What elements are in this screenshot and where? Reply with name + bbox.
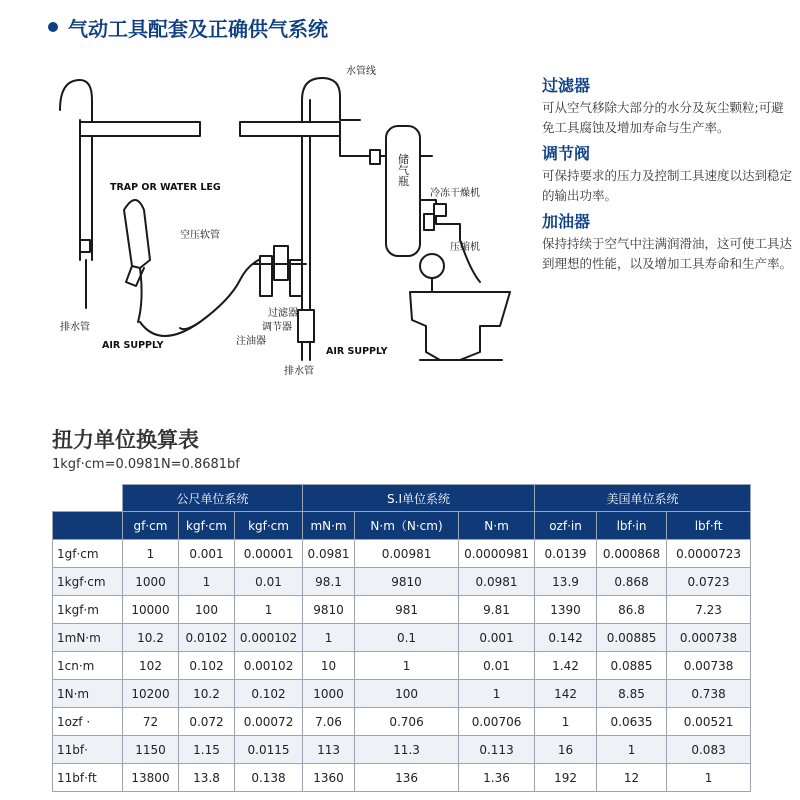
table-cell: 10.2 xyxy=(179,680,235,708)
column-header: kgf·cm xyxy=(235,512,303,540)
compressor-body xyxy=(410,292,510,360)
left-trap-pipe xyxy=(60,80,92,260)
table-cell: 0.00738 xyxy=(667,652,751,680)
table-cell: 0.0723 xyxy=(667,568,751,596)
column-header: N·m（N·cm) xyxy=(355,512,459,540)
table-cell: 0.102 xyxy=(235,680,303,708)
table-cell: 1.42 xyxy=(535,652,597,680)
label-trap: TRAP OR WATER LEG xyxy=(110,182,221,193)
note-title-lubricator: 加油器 xyxy=(542,212,591,231)
table-cell: 0.138 xyxy=(235,764,303,792)
table-cell: 0.083 xyxy=(667,736,751,764)
table-cell: 8.85 xyxy=(597,680,667,708)
note-text-filter: 可从空气移除大部分的水分及灰尘颗粒;可避免工具腐蚀及增加寿命与生产率。 xyxy=(542,100,784,135)
table-cell: 0.102 xyxy=(179,652,235,680)
column-header: mN·m xyxy=(303,512,355,540)
table-cell: 7.06 xyxy=(303,708,355,736)
table-cell: 1 xyxy=(459,680,535,708)
column-header: kgf·cm xyxy=(179,512,235,540)
row-unit-label: 11bf·ft xyxy=(53,764,123,792)
table-cell: 0.00885 xyxy=(597,624,667,652)
table-row xyxy=(53,764,751,792)
row-unit-label: 1kgf·m xyxy=(53,596,123,624)
row-unit-label: 11bf· xyxy=(53,736,123,764)
row-unit-label: 1N·m xyxy=(53,680,123,708)
table-cell: 142 xyxy=(535,680,597,708)
label-drain-left: 排水管 xyxy=(60,322,90,333)
label-air-supply-right: AIR SUPPLY xyxy=(326,346,388,357)
note-text-regulator: 可保持要求的压力及控制工具速度以达到稳定的输出功率。 xyxy=(542,168,793,203)
table-cell: 1390 xyxy=(535,596,597,624)
table-cell: 113 xyxy=(303,736,355,764)
table-cell: 0.01 xyxy=(459,652,535,680)
table-row xyxy=(53,624,751,652)
table-row xyxy=(53,596,751,624)
table-cell: 192 xyxy=(535,764,597,792)
table-cell: 9810 xyxy=(355,568,459,596)
right-main-pipe xyxy=(240,122,340,136)
table-cell: 0.0981 xyxy=(303,540,355,568)
header-corner xyxy=(53,485,123,512)
column-header: gf·cm xyxy=(123,512,179,540)
table-cell: 0.0102 xyxy=(179,624,235,652)
table-cell: 0.0885 xyxy=(597,652,667,680)
table-row xyxy=(53,708,751,736)
table-cell: 12 xyxy=(597,764,667,792)
row-unit-label: 1cn·m xyxy=(53,652,123,680)
table-cell: 0.868 xyxy=(597,568,667,596)
header-corner-2 xyxy=(53,512,123,540)
table-cell: 0.00706 xyxy=(459,708,535,736)
row-unit-label: 1mN·m xyxy=(53,624,123,652)
feature-notes xyxy=(542,76,792,280)
table-cell: 10200 xyxy=(123,680,179,708)
table-cell: 0.0139 xyxy=(535,540,597,568)
table-cell: 0.00981 xyxy=(355,540,459,568)
table-cell: 1000 xyxy=(123,568,179,596)
column-header: lbf·in xyxy=(597,512,667,540)
label-regulator: 调节器 xyxy=(262,322,292,333)
group-us: 美国单位系统 xyxy=(535,485,751,512)
label-air-supply-left: AIR SUPPLY xyxy=(102,340,164,351)
table-cell: 0.113 xyxy=(459,736,535,764)
table-cell: 0.0635 xyxy=(597,708,667,736)
table-cell: 1000 xyxy=(303,680,355,708)
table-cell: 0.00521 xyxy=(667,708,751,736)
label-water-pipe: 水管线 xyxy=(346,66,376,77)
table-cell: 1.15 xyxy=(179,736,235,764)
table-cell: 1150 xyxy=(123,736,179,764)
table-cell: 1 xyxy=(235,596,303,624)
tool-body xyxy=(124,200,150,268)
table-cell: 1.36 xyxy=(459,764,535,792)
table-cell: 0.000102 xyxy=(235,624,303,652)
table-cell: 0.001 xyxy=(179,540,235,568)
table-cell: 0.0000981 xyxy=(459,540,535,568)
table-cell: 0.1 xyxy=(355,624,459,652)
group-header-row xyxy=(53,485,751,512)
table-cell: 1 xyxy=(597,736,667,764)
column-header: lbf·ft xyxy=(667,512,751,540)
row-unit-label: 1kgf·cm xyxy=(53,568,123,596)
table-row xyxy=(53,680,751,708)
air-tank xyxy=(386,126,420,256)
table-cell: 0.01 xyxy=(235,568,303,596)
column-header: N·m xyxy=(459,512,535,540)
bullet-icon xyxy=(48,22,58,32)
table-cell: 0.00072 xyxy=(235,708,303,736)
label-filter: 过滤器 xyxy=(268,308,298,319)
table-cell: 0.0000723 xyxy=(667,540,751,568)
table-cell: 136 xyxy=(355,764,459,792)
table-cell: 10.2 xyxy=(123,624,179,652)
table-cell: 0.0981 xyxy=(459,568,535,596)
note-text-lubricator: 保持持续于空气中注满润滑油，这可使工具达到理想的性能，以及增加工具寿命和生产率。 xyxy=(542,236,793,271)
label-hose: 空压软管 xyxy=(180,230,220,241)
table-cell: 0.142 xyxy=(535,624,597,652)
table-cell: 1 xyxy=(303,624,355,652)
table-cell: 1 xyxy=(667,764,751,792)
table-row xyxy=(53,736,751,764)
label-compressor: 压缩机 xyxy=(450,242,480,253)
table-cell: 9810 xyxy=(303,596,355,624)
table-cell: 0.00102 xyxy=(235,652,303,680)
compressor-head xyxy=(420,254,444,278)
page-title xyxy=(48,12,328,42)
group-metric: 公尺单位系统 xyxy=(123,485,303,512)
table-cell: 11.3 xyxy=(355,736,459,764)
table-cell: 0.706 xyxy=(355,708,459,736)
table-cell: 1 xyxy=(355,652,459,680)
table-cell: 13800 xyxy=(123,764,179,792)
table-cell: 100 xyxy=(179,596,235,624)
table-cell: 13.9 xyxy=(535,568,597,596)
table-cell: 1 xyxy=(123,540,179,568)
torque-conversion-table xyxy=(52,484,751,792)
air-supply-diagram xyxy=(40,60,520,390)
frl-filter xyxy=(260,256,272,296)
table-cell: 0.738 xyxy=(667,680,751,708)
row-unit-label: 1ozf · xyxy=(53,708,123,736)
table-cell: 16 xyxy=(535,736,597,764)
table-title: 扭力单位换算表 xyxy=(52,428,199,452)
table-cell: 13.8 xyxy=(179,764,235,792)
column-header-row xyxy=(53,512,751,540)
table-cell: 98.1 xyxy=(303,568,355,596)
table-cell: 0.001 xyxy=(459,624,535,652)
row-unit-label: 1gf·cm xyxy=(53,540,123,568)
note-title-regulator: 调节阀 xyxy=(542,144,591,163)
table-cell: 0.000868 xyxy=(597,540,667,568)
page-title-text: 气动工具配套及正确供气系统 xyxy=(68,16,328,41)
table-cell: 72 xyxy=(123,708,179,736)
frl-lubricator xyxy=(290,260,302,296)
label-dryer: 冷冻干燥机 xyxy=(430,188,480,199)
column-header: ozf·in xyxy=(535,512,597,540)
table-cell: 10000 xyxy=(123,596,179,624)
table-cell: 9.81 xyxy=(459,596,535,624)
left-main-pipe xyxy=(80,122,200,136)
label-lubricator: 注油器 xyxy=(236,336,266,347)
label-drain-right: 排水管 xyxy=(284,366,314,377)
table-cell: 1 xyxy=(179,568,235,596)
label-tank: 储气瓶 xyxy=(396,153,410,187)
table-cell: 0.072 xyxy=(179,708,235,736)
table-cell: 86.8 xyxy=(597,596,667,624)
note-title-filter: 过滤器 xyxy=(542,76,591,95)
table-cell: 100 xyxy=(355,680,459,708)
table-cell: 1 xyxy=(535,708,597,736)
table-cell: 0.0115 xyxy=(235,736,303,764)
air-hose-tool xyxy=(140,256,270,336)
table-row xyxy=(53,568,751,596)
table-body xyxy=(53,540,751,792)
conversion-formula: 1kgf·cm=0.0981N=0.8681bf xyxy=(52,457,240,472)
table-cell: 102 xyxy=(123,652,179,680)
table-cell: 0.000738 xyxy=(667,624,751,652)
table-cell: 7.23 xyxy=(667,596,751,624)
table-row xyxy=(53,540,751,568)
table-cell: 10 xyxy=(303,652,355,680)
group-si: S.I单位系统 xyxy=(303,485,535,512)
table-cell: 1360 xyxy=(303,764,355,792)
table-row xyxy=(53,652,751,680)
table-cell: 981 xyxy=(355,596,459,624)
table-cell: 0.00001 xyxy=(235,540,303,568)
